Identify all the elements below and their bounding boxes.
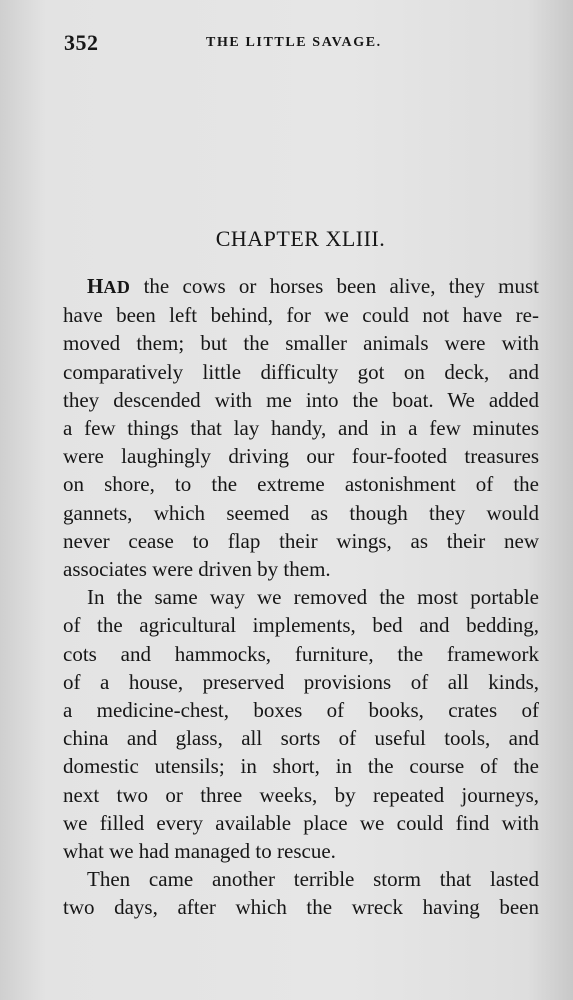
text-line: In the same way we removed the most portable <box>87 585 539 610</box>
text-line: china and glass, all sorts of useful tools, and <box>63 726 539 751</box>
text-line: what we had managed to rescue. <box>63 839 336 864</box>
text-line: moved them; but the smaller animals were with <box>63 331 539 356</box>
text-line: we filled every available place we could find with <box>63 810 539 835</box>
text-line: two days, after which the wreck having been <box>63 895 539 920</box>
text-line: comparatively little difficulty got on deck, and <box>63 359 539 384</box>
text-line: never cease to flap their wings, as their new <box>63 528 539 553</box>
text-line: a few things that lay handy, and in a few minutes <box>63 416 539 441</box>
text-line: HAD the cows or horses been alive, they must <box>87 274 539 298</box>
paragraph-2 <box>63 583 539 865</box>
text-line: domestic utensils; in short, in the course of the <box>63 754 539 779</box>
page-header <box>64 30 534 58</box>
text-line: a medicine-chest, boxes of books, crates of <box>63 698 539 723</box>
body-text <box>63 272 539 922</box>
text-line: of the agricultural implements, bed and bedding, <box>63 613 539 638</box>
paragraph-1 <box>63 272 539 583</box>
text-line: cots and hammocks, furniture, the framework <box>63 641 539 666</box>
text-line: Then came another terrible storm that lasted <box>87 867 539 892</box>
text-line: on shore, to the extreme astonishment of the <box>63 472 539 497</box>
running-title: THE LITTLE SAVAGE. <box>206 35 382 50</box>
opening-small-caps: AD <box>103 277 131 297</box>
paragraph-3 <box>63 865 539 921</box>
page-number: 352 <box>64 30 99 55</box>
chapter-title: CHAPTER XLIII. <box>215 226 386 251</box>
text-line: have been left behind, for we could not have re- <box>63 303 539 328</box>
text-line: of a house, preserved provisions of all kinds, <box>63 669 539 694</box>
text-line: were laughingly driving our four-footed treasures <box>63 444 539 469</box>
text-line: gannets, which seemed as though they would <box>63 500 539 525</box>
text-line: they descended with me into the boat. We added <box>63 387 539 412</box>
text-line: next two or three weeks, by repeated journeys, <box>63 782 539 807</box>
opening-cap: H <box>87 274 104 298</box>
text-line: associates were driven by them. <box>63 557 331 582</box>
